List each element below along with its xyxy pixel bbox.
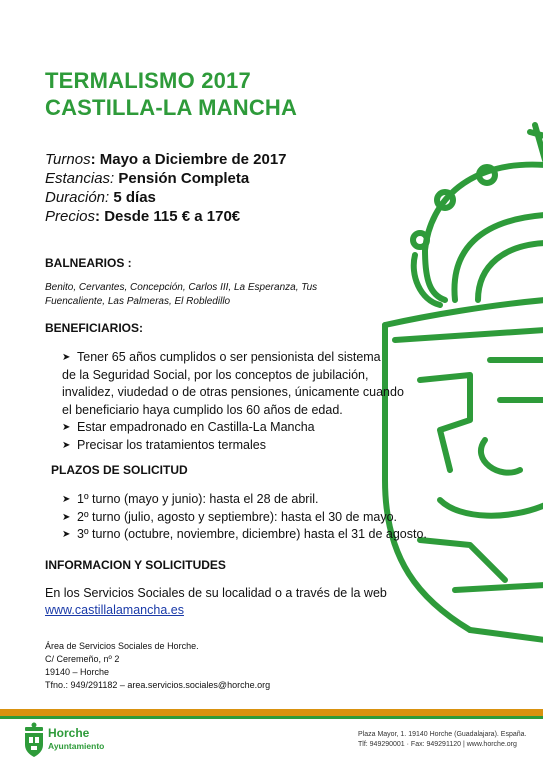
- plazos-list: [62, 491, 427, 544]
- turnos-value: Mayo a Diciembre de 2017: [99, 151, 287, 168]
- plazo-2: 2º turno (julio, agosto y septiembre): hasta el 30 de mayo.: [77, 509, 398, 524]
- beneficiario-2: Estar empadronado en Castilla-La Mancha: [77, 420, 315, 434]
- precios-label: Precios: [45, 208, 96, 225]
- logo-name: Horche: [48, 726, 90, 740]
- footer-line-2: Tlf: 949290001 · Fax: 949291120 | www.horche.org: [358, 741, 517, 748]
- list-item: [62, 437, 404, 455]
- address-block: [45, 640, 270, 692]
- balnearios-line-2: Fuencaliente, Las Palmeras, El Robledillo: [45, 296, 231, 307]
- info-block: [45, 585, 387, 619]
- beneficiario-1-line-2: de la Seguridad Social, por los conceptos de jubilación,: [62, 367, 369, 382]
- beneficiario-3: Precisar los tratamientos termales: [77, 437, 266, 452]
- info-heading: INFORMACION Y SOLICITUDES: [45, 558, 226, 572]
- arrow-bullet-icon: ➤: [62, 439, 71, 451]
- title-line-2: CASTILLA-LA MANCHA: [45, 95, 298, 120]
- summary-precios: [45, 207, 240, 226]
- arrow-bullet-icon: ➤: [62, 422, 71, 433]
- address-line-1: Área de Servicios Sociales de Horche.: [45, 641, 199, 651]
- footer-orange-bar: [0, 709, 543, 716]
- beneficiario-1-line-3: invalidez, viudedad o de otras pensiones, únicamente cuando: [62, 385, 404, 399]
- beneficiario-1-line-1: Tener 65 años cumplidos o ser pensionista del sistema: [77, 350, 381, 364]
- footer-logo-text: [48, 727, 104, 752]
- list-item: [62, 349, 404, 419]
- list-item: [62, 526, 427, 544]
- title-line-1: TERMALISMO 2017: [45, 68, 251, 93]
- turnos-sep: :: [90, 151, 96, 168]
- arrow-bullet-icon: ➤: [62, 352, 71, 363]
- precios-value: Desde 115 € a 170€: [104, 208, 241, 225]
- arrow-bullet-icon: ➤: [62, 511, 71, 523]
- arrow-bullet-icon: ➤: [62, 529, 71, 540]
- beneficiarios-list: [62, 349, 404, 454]
- balnearios-line-1: Benito, Cervantes, Concepción, Carlos III, La Esperanza, Tus: [45, 282, 318, 293]
- balnearios-heading: BALNEARIOS :: [45, 256, 132, 270]
- footer-green-bar: [0, 716, 543, 719]
- castillalamancha-link[interactable]: www.castillalamancha.es: [45, 603, 184, 617]
- beneficiarios-heading: BENEFICIARIOS:: [45, 321, 144, 335]
- logo-sub: Ayuntamiento: [48, 741, 105, 751]
- summary-estancias: [45, 169, 249, 188]
- balnearios-list: [45, 281, 317, 309]
- estancias-value: Pensión Completa: [118, 170, 250, 187]
- turnos-label: Turnos: [45, 151, 91, 168]
- address-line-3: 19140 – Horche: [45, 667, 110, 677]
- plazo-1: 1º turno (mayo y junio): hasta el 28 de abril.: [77, 492, 319, 506]
- plazos-heading: PLAZOS DE SOLICITUD: [51, 463, 188, 477]
- beneficiario-1-line-4: el beneficiario haya cumplido los 60 años de edad.: [62, 402, 343, 417]
- plazo-3: 3º turno (octubre, noviembre, diciembre) hasta el 31 de agosto.: [77, 527, 427, 541]
- address-line-4: Tfno.: 949/291182 – area.servicios.sociales@horche.org: [45, 680, 271, 690]
- precios-sep: :: [95, 208, 101, 225]
- duracion-label: Duración:: [45, 189, 110, 206]
- summary-turnos: [45, 150, 287, 169]
- estancias-label: Estancias:: [45, 170, 115, 187]
- list-item: [62, 491, 427, 509]
- address-line-2: C/ Ceremeño, nº 2: [45, 654, 120, 664]
- list-item: [62, 419, 404, 437]
- list-item: [62, 509, 427, 527]
- info-text: En los Servicios Sociales de su localidad o a través de la web: [45, 586, 387, 600]
- duracion-value: 5 días: [113, 189, 156, 206]
- footer-line-1: Plaza Mayor, 1. 19140 Horche (Guadalajara). España.: [358, 731, 527, 738]
- arrow-bullet-icon: ➤: [62, 494, 71, 505]
- footer-contact: [358, 730, 527, 750]
- summary-duracion: [45, 188, 156, 207]
